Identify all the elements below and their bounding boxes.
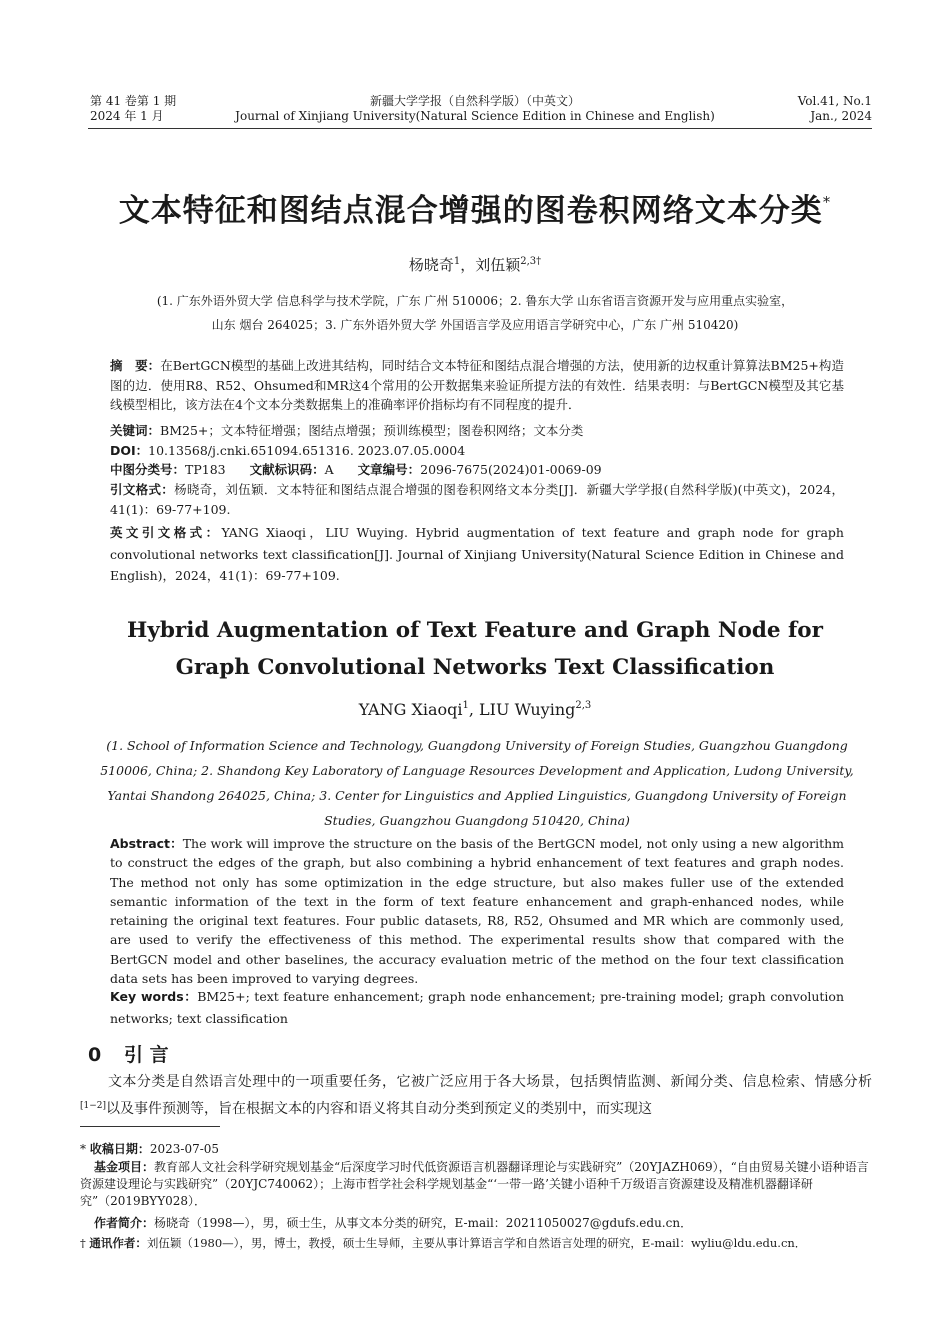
affiliation-en-line: Yantai Shandong 264025, China; 3. Center for Linguistics and Applied Linguistics, Guangdong University of Foreign xyxy=(107,788,847,803)
doc-code-label: 文献标识码： xyxy=(249,462,325,477)
authors-cn xyxy=(80,254,870,275)
footnote-bio xyxy=(80,1215,875,1232)
body-text-part: 文本分类是自然语言处理中的一项重要任务，它被广泛应用于各大场景，包括舆情监测、新闻分类、信息检索、情感分析 xyxy=(108,1074,872,1090)
clc-label: 中图分类号： xyxy=(110,462,186,477)
title-en-line: Hybrid Augmentation of Text Feature and Graph Node for xyxy=(127,618,823,643)
clc-value: TP183 xyxy=(185,462,226,477)
bio-label: 作者简介： xyxy=(94,1216,155,1230)
keywords-en-label: Key words： xyxy=(110,989,198,1004)
author-2-en: LIU Wuying xyxy=(479,700,576,719)
header-journal xyxy=(190,94,760,124)
author-1-cn: 杨晓奇 xyxy=(408,256,454,274)
doi-line xyxy=(110,441,844,461)
header-date-en: Jan., 2024 xyxy=(810,109,872,123)
keywords-en-text: BM25+; text feature enhancement; graph node enhancement; pre-training model; graph convolution networks; text classification xyxy=(110,989,845,1026)
footnote-rule xyxy=(80,1126,220,1127)
article-no-value: 2096-7675(2024)01-0069-09 xyxy=(420,462,602,477)
affiliation-en-line: Studies, Guangzhou Guangdong 510420, China) xyxy=(324,813,630,828)
title-footnote-mark: * xyxy=(822,193,832,211)
doc-code-value: A xyxy=(324,462,334,477)
paper-title-en xyxy=(80,612,870,686)
author-2-en-affil: 2,3 xyxy=(575,700,592,711)
author-1-en: YANG Xiaoqi xyxy=(358,700,463,719)
doi-label: DOI： xyxy=(110,443,149,458)
footnote-received xyxy=(80,1141,875,1158)
authors-en xyxy=(80,700,870,719)
footnote-fund xyxy=(80,1159,875,1210)
body-paragraph xyxy=(80,1070,872,1121)
citation-cn-text: 杨晓奇，刘伍颖．文本特征和图结点混合增强的图卷积网络文本分类[J]．新疆大学学报(自然科学版)(中英文)，2024，41(1)：69-77+109. xyxy=(110,482,844,517)
received-value: 2023-07-05 xyxy=(149,1142,220,1156)
fund-value: 教育部人文社会科学研究规划基金“后深度学习时代低资源语言机器翻译理论与实践研究”（20YJAZH069），“自由贸易关键小语种语言资源建设理论与实践研究”（20YJC740062）；上海市哲学社会科学规划基金“‘一带一路’关键小语种千万级语言资源建设及精准机器翻译研究”（2019BYY028）． xyxy=(80,1160,869,1208)
affiliation-cn-line: (1. 广东外语外贸大学 信息科学与技术学院，广东 广州 510006；2. 鲁东大学 山东省语言资源开发与应用重点实验室， xyxy=(156,294,794,308)
header-vol-en: Vol.41, No.1 xyxy=(797,94,872,108)
abstract-cn-label: 摘 要： xyxy=(110,358,161,373)
header-issue-cn: 第 41 卷第 1 期 xyxy=(90,94,177,108)
author-2-cn: 刘伍颖 xyxy=(475,256,521,274)
abstract-en-label: Abstract： xyxy=(110,836,183,851)
header-date-cn: 2024 年 1 月 xyxy=(90,109,164,123)
abstract-en-text: The work will improve the structure on the basis of the BertGCN model, not only using a new algorithm to construct the edges of the graph, but also combining a hybrid enhancement of text features and graph nodes. The method not only has some optimization in the edge structure, but also makes fuller use of the extended semantic information of the text in the form of text feature enhancement and graph-enhanced nodes, while retaining the original text features. Four public datasets, R8, R52, Ohsumed and MR which are commonly used, are used to verify the effectiveness of this method. The experimental results show that compared with the BertGCN model and other baselines, the accuracy evaluation metric of the method on the four text classification data sets has been improved to varying degrees. xyxy=(110,836,845,987)
citation-en-label: 英文引文格式： xyxy=(110,525,222,540)
corr-value: 刘伍颖（1980—），男，博士，教授，硕士生导师，主要从事计算语言学和自然语言处理的研究，E-mail：wyliu@ldu.edu.cn． xyxy=(146,1236,807,1250)
article-no-label: 文章编号： xyxy=(357,462,421,477)
affiliation-en-line: (1. School of Information Science and Technology, Guangdong University of Foreign Studies, Guangzhou Guangdong xyxy=(106,738,848,753)
citation-ref[interactable]: [1−2] xyxy=(80,1101,107,1111)
paper-title-cn xyxy=(80,185,870,230)
title-en-line: Graph Convolutional Networks Text Classification xyxy=(175,655,775,680)
header-rule xyxy=(88,128,872,129)
abstract-cn-text: 在BertGCN模型的基础上改进其结构，同时结合文本特征和图结点混合增强的方法，使用新的边权重计算算法BM25+构造图的边．使用R8、R52、Ohsumed和MR这4个常用的公开数据集来验证所提方法的有效性．结果表明：与BertGCN模型及其它基线模型相比，该方法在4个文本分类数据集上的准确率评价指标均有不同程度的提升． xyxy=(110,358,844,412)
affiliations-en xyxy=(92,733,862,833)
keywords-en xyxy=(110,986,844,1030)
title-cn-text: 文本特征和图结点混合增强的图卷积网络文本分类 xyxy=(118,193,823,229)
footnote-corresponding xyxy=(80,1235,875,1252)
fund-label: 基金项目： xyxy=(94,1160,155,1174)
received-mark: * xyxy=(80,1142,86,1156)
header-issue xyxy=(90,94,176,124)
citation-cn-label: 引文格式： xyxy=(110,482,175,497)
author-1-en-affil: 1 xyxy=(462,700,469,711)
citation-cn xyxy=(110,480,844,519)
corr-label: 通讯作者： xyxy=(89,1236,147,1250)
section-number: 0 xyxy=(88,1044,102,1066)
header-volume xyxy=(798,94,872,124)
author-2-cn-affil: 2,3† xyxy=(520,256,542,267)
citation-en-text: YANG Xiaoqi，LIU Wuying. Hybrid augmentation of text feature and graph node for graph convolutional networks text classification[J]. Journal of Xinjiang University(Natural Science Edition in Chinese and English)，2024，41(1)：69-77+109. xyxy=(110,525,844,583)
bio-value: 杨晓奇（1998—），男，硕士生，从事文本分类的研究，E-mail：20211050027@gdufs.edu.cn． xyxy=(154,1216,693,1230)
corr-mark: † xyxy=(80,1236,86,1250)
section-title: 引 言 xyxy=(124,1044,169,1066)
author-sep-en: , xyxy=(468,700,480,719)
author-sep-cn: ， xyxy=(460,256,476,274)
keywords-cn-label: 关键词： xyxy=(110,423,161,438)
section-heading xyxy=(88,1040,169,1067)
author-1-cn-affil: 1 xyxy=(453,256,461,267)
citation-en xyxy=(110,522,844,587)
affiliation-cn-line: 山东 烟台 264025；3. 广东外语外贸大学 外国语言学及应用语言学研究中心，广东 广州 510420) xyxy=(211,318,739,332)
abstract-en xyxy=(110,834,844,988)
header-journal-en: Journal of Xinjiang University(Natural Science Edition in Chinese and English) xyxy=(235,109,715,123)
body-text-part: 以及事件预测等，旨在根据文本的内容和语义将其自动分类到预定义的类别中，而实现这 xyxy=(106,1101,653,1117)
doi-link[interactable]: 10.13568/j.cnki.651094.651316. 2023.07.05.0004 xyxy=(148,443,466,458)
affiliation-en-line: 510006, China; 2. Shandong Key Laboratory of Language Resources Development and Application, Ludong University, xyxy=(100,763,854,778)
affiliations-cn xyxy=(110,289,840,337)
keywords-cn xyxy=(110,421,844,441)
classification-line xyxy=(110,460,844,480)
keywords-cn-text: BM25+；文本特征增强；图结点增强；预训练模型；图卷积网络；文本分类 xyxy=(160,423,584,438)
received-label: 收稿日期： xyxy=(89,1142,150,1156)
header-journal-cn: 新疆大学学报（自然科学版）（中英文） xyxy=(369,94,580,108)
abstract-cn xyxy=(110,356,844,415)
